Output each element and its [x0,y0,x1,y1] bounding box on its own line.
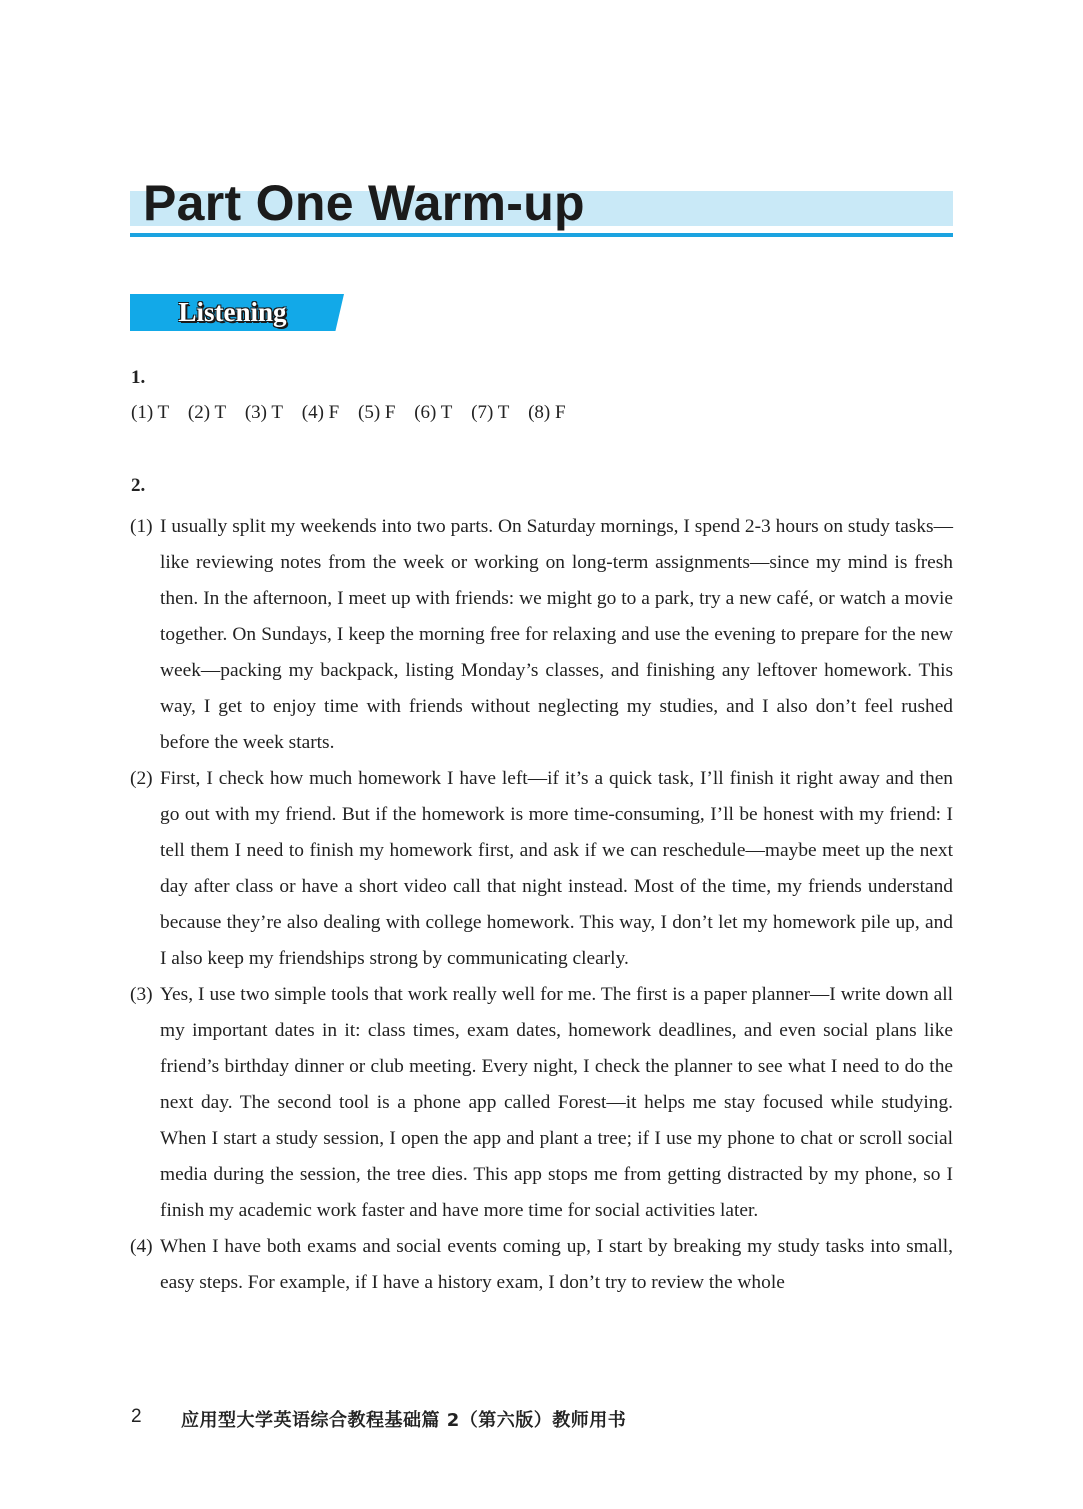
item-text: Yes, I use two simple tools that work really well for me. The first is a paper planner—I write down all my important dates in it: class times, exam dates, homework deadlines, and even social plans like friend’s birthday dinner or club meeting. Every night, I check the planner to see what I need to do the next day. The second tool is a phone app called Forest—it helps me stay focused while studying. When I start a study session, I open the app and plant a tree; if I use my phone to chat or scroll social media during the session, the tree dies. This app stops me from getting distracted by my phone, so I finish my academic work faster and have more time for social activities later. [160,984,953,1221]
answer-3: (3) T [244,402,284,423]
book-title-footer: 应用型大学英语综合教程基础篇 2（第六版）教师用书 [181,1410,627,1431]
list-item [130,509,953,761]
answer-5: (5) F [358,402,396,423]
exercise-1-number: 1. [131,367,146,388]
answer-2: (2) T [187,402,227,423]
item-number: (4) [130,1236,153,1257]
item-text: When I have both exams and social events coming up, I start by breaking my study tasks into small, easy steps. For example, if I have a history exam, I don’t try to review the whole [160,1236,953,1293]
exercise-1-answers [131,401,580,425]
exercise-2-items [130,509,953,1301]
item-text: I usually split my weekends into two parts. On Saturday mornings, I spend 2-3 hours on study tasks—like reviewing notes from the week or working on long-term assignments—since my mind is fresh then. In the afternoon, I meet up with friends: we might go to a park, try a new café, or watch a movie together. On Sundays, I keep the morning free for relaxing and use the evening to prepare for the new week—packing my backpack, listing Monday’s classes, and finishing any leftover homework. This way, I get to enjoy time with friends without neglecting my studies, and I also don’t feel rushed before the week starts. [160,516,953,753]
list-item [130,1229,953,1301]
answer-8: (8) F [528,402,566,423]
page-number: 2 [131,1406,142,1427]
title-underline [130,233,953,237]
answer-6: (6) T [414,402,453,423]
item-number: (1) [130,516,153,537]
section-label-listening: Listening [178,297,287,327]
exercise-2-number: 2. [131,475,146,496]
item-number: (2) [130,768,153,789]
item-text: First, I check how much homework I have left—if it’s a quick task, I’ll finish it right away and then go out with my friend. But if the homework is more time-consuming, I’ll be honest with my friend: I tell them I need to finish my homework first, and ask if we can reschedule—maybe meet up the next day after class or have a short video call that night instead. Most of the time, my friends understand because they’re also dealing with college homework. This way, I don’t let my homework pile up, and I also keep my friendships strong by communicating clearly. [160,768,953,969]
item-number: (3) [130,984,153,1005]
list-item [130,977,953,1229]
list-item [130,761,953,977]
answer-7: (7) T [471,402,510,423]
part-title: Part One Warm-up [143,175,585,231]
answer-1: (1) T [131,402,170,423]
answer-4: (4) F [301,402,340,423]
